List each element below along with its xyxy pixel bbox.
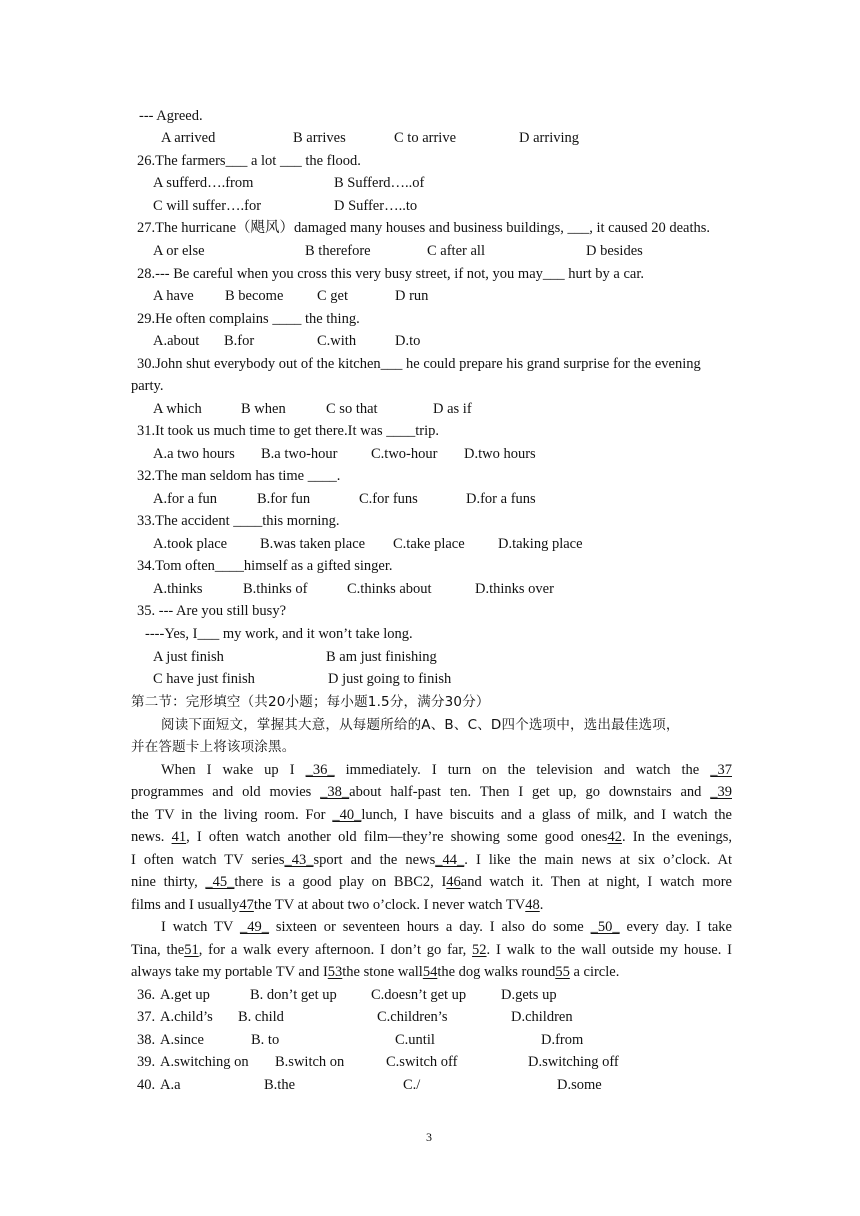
- q30-option-c: C so that: [326, 401, 378, 417]
- blank-36: _36_: [305, 762, 335, 778]
- q33-option-d: D.taking place: [498, 536, 583, 552]
- q28-option-d: D run: [395, 288, 429, 304]
- q34-option-a: A.thinks: [153, 581, 203, 597]
- q32-option-b: B.for fun: [257, 491, 311, 507]
- q29-option-c: C.with: [317, 333, 357, 349]
- cloze-40-option-d: D.some: [557, 1077, 602, 1093]
- cloze-40-number: 40.: [137, 1077, 156, 1093]
- blank-52: 52: [472, 942, 487, 958]
- q31-option-a: A.a two hours: [153, 446, 235, 462]
- q29-stem: [137, 310, 360, 328]
- cloze-36-number: 36.: [137, 987, 156, 1003]
- q27-option-c: C after all: [427, 243, 485, 259]
- cloze-39-option-b: B.switch on: [275, 1054, 345, 1070]
- blank-48: 48: [525, 897, 540, 913]
- passage-line: always take my portable TV and I53the stone wall54the dog walks round55 a circle.: [131, 964, 620, 980]
- q34-option-c: C.thinks about: [347, 581, 432, 597]
- q27-stem: 27.The hurricane（飓风）damaged many houses and business buildings, ___, it caused 20 deaths.: [137, 220, 711, 236]
- cloze-37-option-d: D.children: [511, 1009, 573, 1025]
- passage-line: I watch TV _49_ sixteen or seventeen hours a day. I also do some _50_ every day. I take: [161, 919, 732, 935]
- q35-option-b: B am just finishing: [326, 649, 437, 665]
- blank-42: 42: [607, 829, 622, 845]
- q26-option-b: B Sufferd…..of: [334, 175, 425, 191]
- q29-option-a: A.about: [153, 333, 200, 349]
- cloze-39-option-c: C.switch off: [386, 1054, 458, 1070]
- passage-line: films and I usually47the TV at about two o’clock. I never watch TV48.: [131, 897, 544, 913]
- passage-line: When I wake up I _36_ immediately. I turn on the television and watch the _37: [161, 762, 732, 778]
- q30-stem-cont: party.: [131, 378, 164, 394]
- blank-51: 51: [184, 942, 199, 958]
- q25-option-b: B arrives: [293, 130, 346, 146]
- q27-option-a: A or else: [153, 243, 205, 259]
- q26-option-d: D Suffer…..to: [334, 198, 418, 214]
- q29-option-b: B.for: [224, 333, 255, 349]
- q30-option-b: B when: [241, 401, 286, 417]
- blank-49: _49_: [239, 919, 269, 935]
- cloze-39-number: 39.: [137, 1054, 156, 1070]
- blank-39: _39: [710, 784, 732, 800]
- q33-stem: 33.The accident ____this morning.: [137, 513, 340, 529]
- q33-option-a: A.took place: [153, 536, 228, 552]
- blank-41: 41: [171, 829, 187, 845]
- q26-stem: 26.The farmers___ a lot ___ the flood.: [137, 153, 361, 169]
- passage-line: the TV in the living room. For _40_lunch, I have biscuits and a glass of milk, and I watch the: [131, 807, 732, 823]
- q32-option-a: A.for a fun: [153, 491, 218, 507]
- passage-line: news. 41, I often watch another old film—they’re showing some good ones42. In the evenings,: [131, 829, 732, 845]
- section-heading: 第二节：完形填空（共20小题；每小题1.5分，满分30分）: [131, 694, 490, 710]
- cloze-38-option-a: A.since: [160, 1032, 204, 1048]
- q31-option-b: B.a two-hour: [261, 446, 338, 462]
- cloze-36-option-a: A.get up: [160, 987, 210, 1003]
- section-instruction-line2: 并在答题卡上将该项涂黑。: [131, 739, 296, 755]
- cloze-40-option-a: A.a: [160, 1077, 181, 1093]
- passage-line: Tina, the51, for a walk every afternoon. I don’t go far, 52. I walk to the wall outside my house. I: [131, 942, 732, 958]
- blank-37: _37: [710, 762, 732, 778]
- cloze-38-option-c: C.until: [395, 1032, 435, 1048]
- q33-option-c: C.take place: [393, 536, 465, 552]
- blank-55: 55: [555, 964, 570, 980]
- cloze-40-option-c: C./: [403, 1077, 421, 1093]
- q35-option-d: D just going to finish: [328, 671, 452, 687]
- cloze-36-option-d: D.gets up: [501, 987, 557, 1003]
- q30-option-a: A which: [153, 401, 202, 417]
- q35-option-c: C have just finish: [153, 671, 255, 687]
- q28-option-c: C get: [317, 288, 349, 304]
- q34-stem: 34.Tom often____himself as a gifted singer.: [137, 558, 393, 574]
- q25-option-c: C to arrive: [394, 130, 457, 146]
- q35-stem-cont: ----Yes, I___ my work, and it won’t take long.: [145, 626, 413, 642]
- blank-47: 47: [239, 897, 254, 913]
- q32-option-d: D.for a funs: [466, 491, 536, 507]
- q34-option-b: B.thinks of: [243, 581, 308, 597]
- blank-44: _44_: [435, 852, 465, 868]
- q30-option-d: D as if: [433, 401, 472, 417]
- cloze-40-option-b: B.the: [264, 1077, 296, 1093]
- passage-line: nine thirty, _45_there is a good play on BBC2, I46and watch it. Then at night, I watch more: [131, 874, 732, 890]
- q26-option-a: A sufferd….from: [153, 175, 254, 191]
- q31-stem: 31.It took us much time to get there.It was ____trip.: [137, 423, 440, 439]
- q28-stem: 28.--- Be careful when you cross this very busy street, if not, you may___ hurt by a car.: [137, 266, 644, 282]
- blank-46: 46: [446, 874, 461, 890]
- q35-stem: 35. --- Are you still busy?: [137, 603, 287, 619]
- q31-option-d: D.two hours: [464, 446, 536, 462]
- cloze-37-number: 37.: [137, 1009, 156, 1025]
- q27-option-b: B therefore: [305, 243, 371, 259]
- blank-53: 53: [327, 964, 343, 980]
- q32-stem: 32.The man seldom has time ____.: [137, 468, 341, 484]
- q28-option-a: A have: [153, 288, 194, 304]
- q31-option-c: C.two-hour: [371, 446, 438, 462]
- cloze-38-option-b: B. to: [251, 1032, 280, 1048]
- cloze-38-number: 38.: [137, 1032, 156, 1048]
- cloze-36-option-c: C.doesn’t get up: [371, 987, 467, 1003]
- q32-option-c: C.for funs: [359, 491, 418, 507]
- cloze-37-option-b: B. child: [238, 1009, 284, 1025]
- section-instruction-line1: 阅读下面短文，掌握其大意，从每题所给的A、B、C、D四个选项中，选出最佳选项，: [161, 717, 680, 733]
- blank-40: _40_: [332, 807, 362, 823]
- blank-54: 54: [422, 964, 438, 980]
- cloze-38-option-d: D.from: [541, 1032, 584, 1048]
- q26-option-c: C will suffer….for: [153, 198, 262, 214]
- cloze-37-option-a: A.child’s: [160, 1009, 213, 1025]
- q29-option-d: D.to: [395, 333, 421, 349]
- blank-45: _45_: [205, 874, 235, 890]
- passage-line: I often watch TV series_43_sport and the news_44_. I like the main news at six o’clock. At: [131, 852, 732, 868]
- q29-blank: ____: [272, 311, 302, 327]
- cloze-36-option-b: B. don’t get up: [250, 987, 337, 1003]
- page-number: 3: [426, 1130, 432, 1144]
- q25-reply: --- Agreed.: [139, 108, 203, 124]
- q29-stem-start: 29.He often complains: [137, 311, 273, 327]
- q33-option-b: B.was taken place: [260, 536, 366, 552]
- q29-stem-end: the thing.: [301, 311, 360, 327]
- q25-option-d: D arriving: [519, 130, 579, 146]
- blank-50: _50_: [590, 919, 620, 935]
- q34-option-d: D.thinks over: [475, 581, 554, 597]
- blank-38: _38_: [320, 784, 350, 800]
- cloze-39-option-d: D.switching off: [528, 1054, 619, 1070]
- q27-option-d: D besides: [586, 243, 643, 259]
- cloze-39-option-a: A.switching on: [160, 1054, 249, 1070]
- q30-stem: 30.John shut everybody out of the kitchen___ he could prepare his grand surprise for the evening: [137, 356, 701, 372]
- q35-option-a: A just finish: [153, 649, 224, 665]
- cloze-37-option-c: C.children’s: [377, 1009, 448, 1025]
- blank-43: _43_: [284, 852, 314, 868]
- passage-line: programmes and old movies _38_about half-past ten. Then I get up, go downstairs and _39: [131, 784, 732, 800]
- q25-option-a: A arrived: [161, 130, 216, 146]
- q28-option-b: B become: [225, 288, 284, 304]
